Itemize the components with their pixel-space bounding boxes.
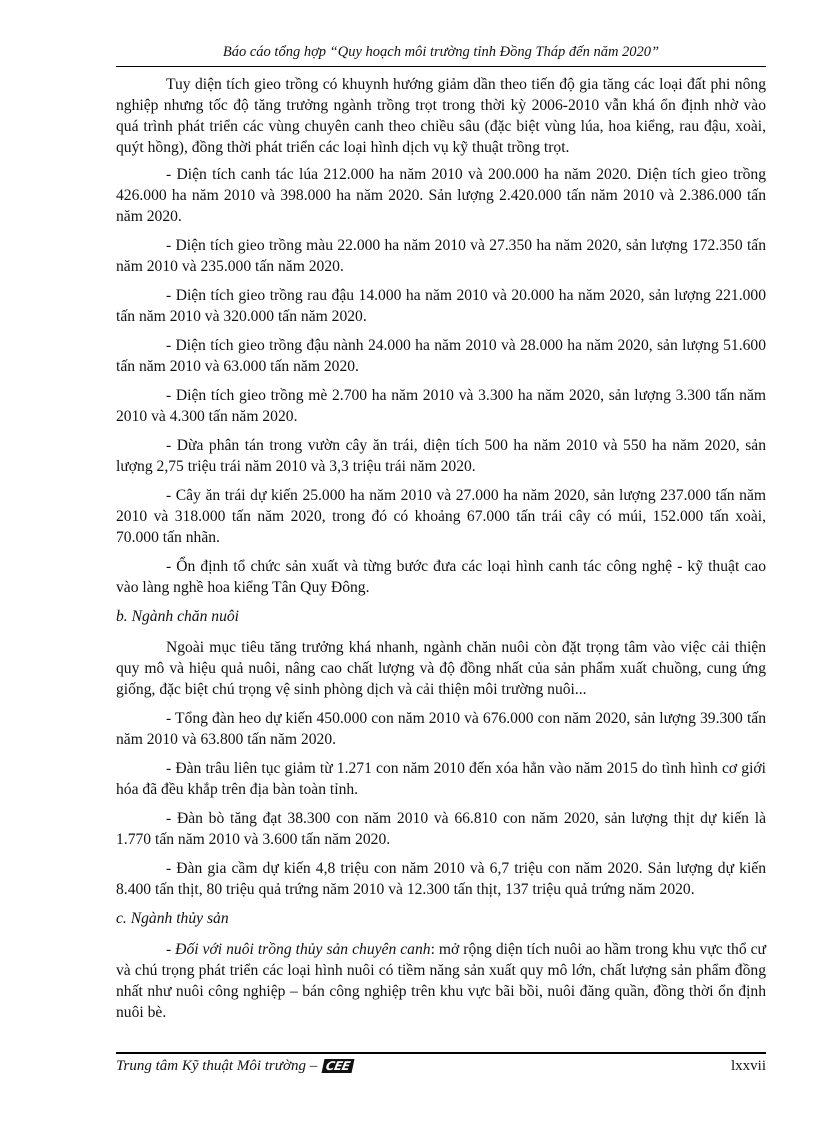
list-item: - Đàn trâu liên tục giảm từ 1.271 con năm 2010 đến xóa hẳn vào năm 2015 do tình hình cơ giới hóa đã đều khắp trên địa bàn toàn tỉnh. bbox=[116, 760, 766, 798]
list-item: - Diện tích gieo trồng rau đậu 14.000 ha năm 2010 và 20.000 ha năm 2020, sản lượng 221.000 tấn năm 2010 và 320.000 tấn năm 2020. bbox=[116, 287, 766, 325]
footer-divider bbox=[116, 1052, 766, 1054]
section-heading-livestock: b. Ngành chăn nuôi bbox=[116, 608, 240, 625]
section-heading-aquaculture: c. Ngành thủy sản bbox=[116, 910, 229, 927]
document-body bbox=[116, 74, 766, 1031]
list-item: - Ổn định tổ chức sản xuất và từng bước đưa các loại hình canh tác công nghệ - kỹ thuật cao vào làng nghề hoa kiểng Tân Quy Đông. bbox=[116, 558, 766, 596]
list-item: - Đàn gia cầm dự kiến 4,8 triệu con năm 2010 và 6,7 triệu con năm 2020. Sản lượng dự kiến 8.400 tấn thịt, 80 triệu quả trứng năm 2010 và 12.300 tấn thịt, 137 triệu quả trứng năm 2020. bbox=[116, 860, 766, 898]
aquaculture-lead: - Đối với nuôi trồng thủy sản chuyên canh bbox=[166, 941, 431, 958]
aquaculture-paragraph bbox=[116, 939, 766, 1023]
footer-organization-text: Trung tâm Kỹ thuật Môi trường – bbox=[116, 1058, 318, 1074]
aquaculture-text: : mở rộng diện tích nuôi ao hầm trong khu vực thổ cư và chú trọng phát triển các loại hình nuôi có tiềm năng sản xuất quy mô lớn, chất lượng sản phẩm đồng nhất như nuôi công nghiệp – bán công nghiệp trên khu vực bãi bồi, nuôi đăng quần, đồng thời ổn định nuôi bè. bbox=[116, 941, 766, 1021]
list-item: - Tổng đàn heo dự kiến 450.000 con năm 2010 và 676.000 con năm 2020, sản lượng 39.300 tấn năm 2010 và 63.800 tấn năm 2020. bbox=[116, 710, 766, 748]
header-divider bbox=[116, 66, 766, 67]
footer-organization bbox=[116, 1058, 353, 1075]
list-item: - Diện tích gieo trồng đậu nành 24.000 ha năm 2010 và 28.000 ha năm 2020, sản lượng 51.600 tấn năm 2010 và 63.000 tấn năm 2020. bbox=[116, 337, 766, 375]
list-item: - Đàn bò tăng đạt 38.300 con năm 2010 và 66.810 con năm 2020, sản lượng thịt dự kiến là 1.770 tấn năm 2010 và 3.600 tấn năm 2020. bbox=[116, 810, 766, 848]
list-item: - Diện tích gieo trồng màu 22.000 ha năm 2010 và 27.350 ha năm 2020, sản lượng 172.350 tấn năm 2010 và 235.000 tấn năm 2020. bbox=[116, 237, 766, 275]
cee-logo-icon: CEE bbox=[322, 1059, 355, 1073]
page-number: lxxvii bbox=[730, 1058, 766, 1074]
livestock-intro-paragraph: Ngoài mục tiêu tăng trưởng khá nhanh, ngành chăn nuôi còn đặt trọng tâm vào việc cải thiện quy mô và hiệu quả nuôi, nâng cao chất lượng và độ đồng nhất của sản phẩm xuất chuồng, cung ứng giống, đặc biệt chú trọng vệ sinh phòng dịch và cải thiện môi trường nuôi... bbox=[116, 639, 766, 698]
list-item: - Diện tích gieo trồng mè 2.700 ha năm 2010 và 3.300 ha năm 2020, sản lượng 3.300 tấn năm 2010 và 4.300 tấn năm 2020. bbox=[116, 387, 766, 425]
intro-paragraph: Tuy diện tích gieo trồng có khuynh hướng giảm dần theo tiến độ gia tăng các loại đất phi nông nghiệp nhưng tốc độ tăng trưởng ngành trồng trọt trong thời kỳ 2006-2010 vẫn khá ổn định nhờ vào quá trình phát triển các vùng chuyên canh theo chiều sâu (đặc biệt vùng lúa, hoa kiểng, rau đậu, xoài, quýt hồng), đồng thời phát triển các loại hình dịch vụ kỹ thuật trồng trọt. bbox=[116, 76, 766, 156]
page-header: Báo cáo tổng hợp “Quy hoạch môi trường tỉnh Đồng Tháp đến năm 2020” bbox=[222, 44, 660, 60]
list-item: - Cây ăn trái dự kiến 25.000 ha năm 2010 và 27.000 ha năm 2020, sản lượng 237.000 tấn năm 2010 và 318.000 tấn năm 2020, trong đó có khoảng 67.000 tấn trái cây có múi, 152.000 tấn xoài, 70.000 tấn nhãn. bbox=[116, 487, 766, 546]
list-item: - Diện tích canh tác lúa 212.000 ha năm 2010 và 200.000 ha năm 2020. Diện tích gieo trồng 426.000 ha năm 2010 và 398.000 ha năm 2020. Sản lượng 2.420.000 tấn năm 2010 và 2.386.000 tấn năm 2020. bbox=[116, 166, 766, 225]
list-item: - Dừa phân tán trong vườn cây ăn trái, diện tích 500 ha năm 2010 và 550 ha năm 2020, sản lượng 2,75 triệu trái năm 2010 và 3,3 triệu trái năm 2020. bbox=[116, 437, 766, 475]
